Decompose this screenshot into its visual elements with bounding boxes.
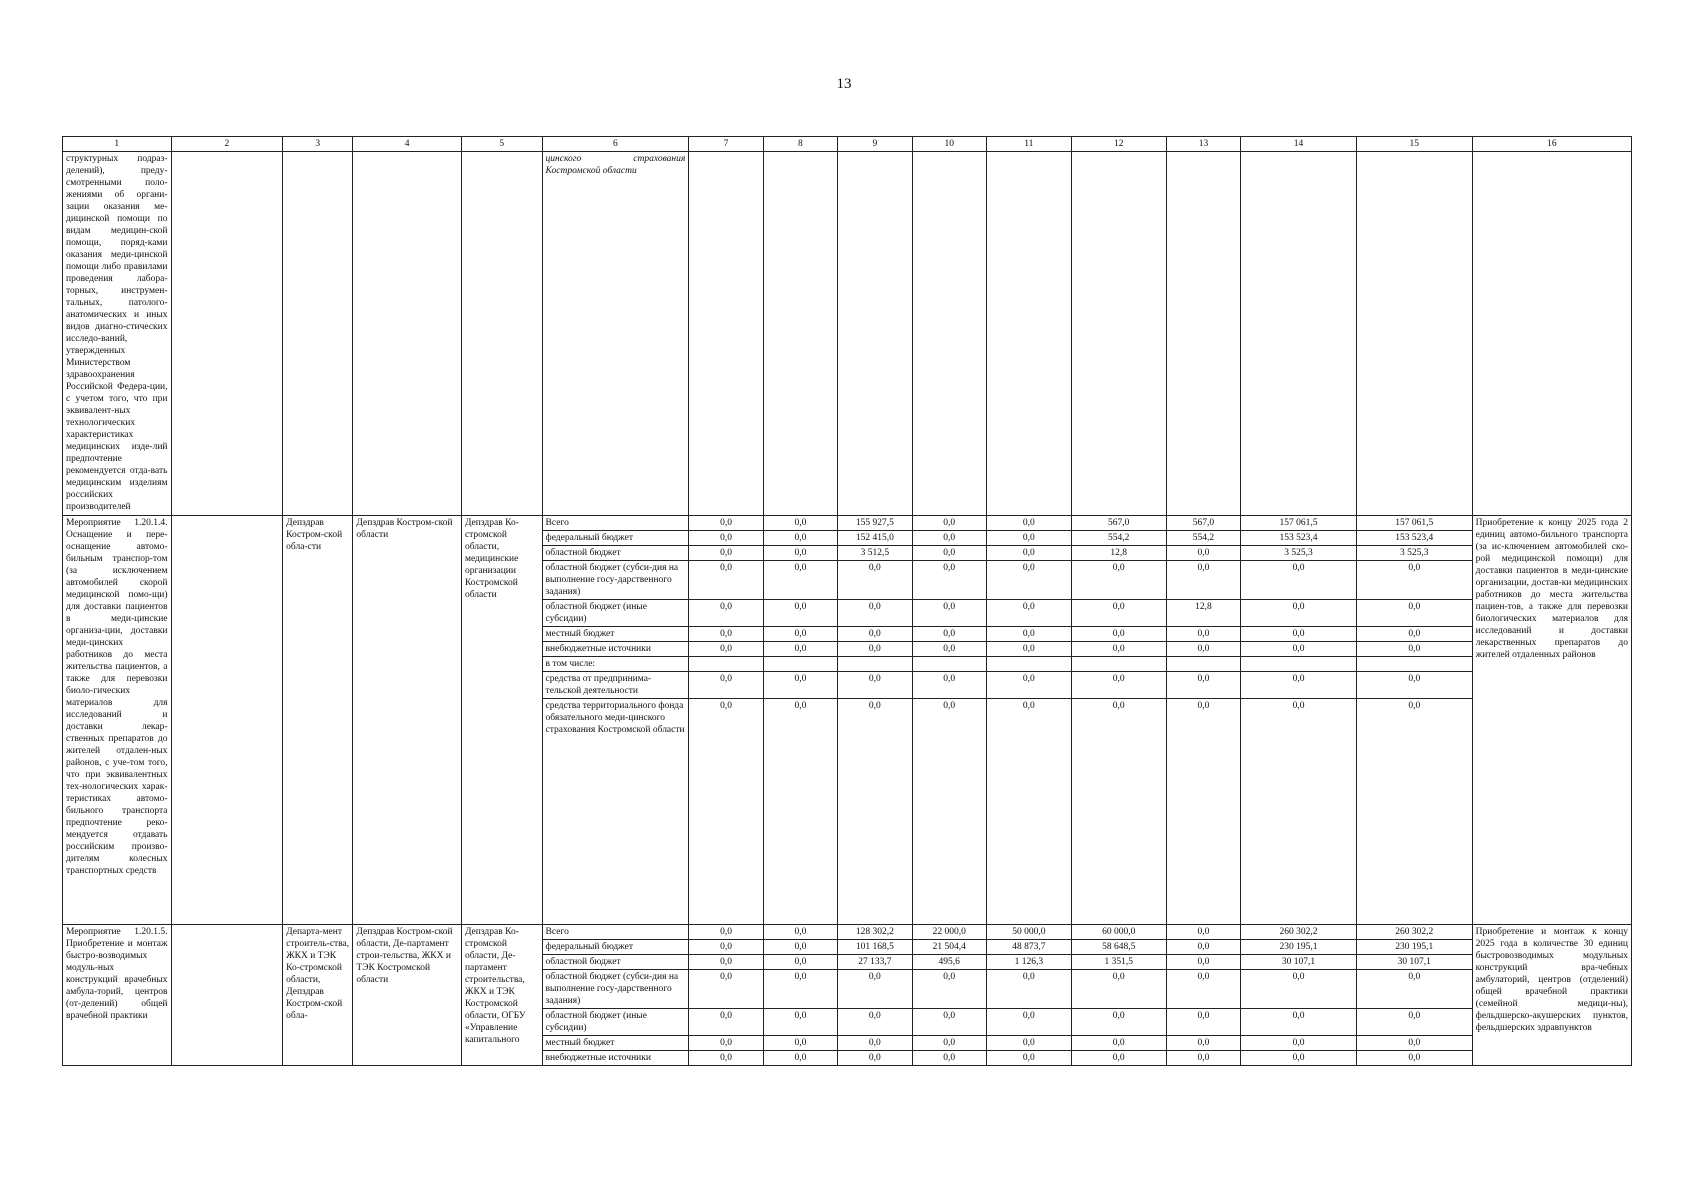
funding-value-col-11: 0,0 (986, 627, 1071, 642)
funding-value-col-8: 0,0 (763, 970, 837, 1009)
funding-value-col-13: 554,2 (1166, 531, 1240, 546)
budget-table-sheet (62, 136, 1632, 1096)
page-number: 13 (836, 76, 852, 92)
funding-value-col-14: 30 107,1 (1241, 955, 1357, 970)
funding-value-col-10: 0,0 (912, 642, 986, 657)
funding-value-col-11: 1 126,3 (986, 955, 1071, 970)
funding-value-col-9: 0,0 (838, 561, 912, 600)
funding-value-col-8: 0,0 (763, 940, 837, 955)
funding-source-label: федеральный бюджет (542, 531, 689, 546)
funding-source-label: областной бюджет (субси-дия на выполнение госу-дарственного задания) (542, 970, 689, 1009)
column-header-15: 15 (1356, 137, 1472, 152)
funding-source-label: Всего (542, 516, 689, 531)
funding-value-col-8: 0,0 (763, 516, 837, 531)
column-header-2: 2 (171, 137, 283, 152)
measure-description: Мероприятие 1.20.1.4. Оснащение и пере-оснащение автомо-бильным транспор-том (за исключением автомобилей скорой медицинской помо-щи) для доставки пациентов в меди-цинские организа-ции, доставки меди-цинских работников до места жительства пациентов, а также для перевозки биоло-гических материалов для исследований и доставки лекар-ственных препаратов до жителей отдален-ных районов, с уче-том того, что при эквивалентных тех-нологических харак-теристиках автомо-бильного транспорта предпочтение реко-мендуется отдавать российским произво-дителям колесных транспортных средств (63, 516, 172, 925)
funding-value-col-13: 0,0 (1166, 546, 1240, 561)
funding-value-col-15: 0,0 (1356, 699, 1472, 925)
funding-value-col-14: 153 523,4 (1241, 531, 1357, 546)
funding-value-col-9: 0,0 (838, 600, 912, 627)
funding-value-col-7: 0,0 (689, 672, 763, 699)
funding-value-col-12: 0,0 (1071, 970, 1166, 1009)
funding-value-col-15: 0,0 (1356, 1036, 1472, 1051)
empty-cell (171, 152, 283, 516)
funding-value-col-13: 567,0 (1166, 516, 1240, 531)
funding-value-col-15: 0,0 (1356, 1051, 1472, 1066)
funding-value-col-13: 0,0 (1166, 1036, 1240, 1051)
funding-value-col-13: 0,0 (1166, 1009, 1240, 1036)
column-header-13: 13 (1166, 137, 1240, 152)
funding-value-col-9: 3 512,5 (838, 546, 912, 561)
funding-value-col-13: 0,0 (1166, 925, 1240, 940)
funding-value-col-13: 0,0 (1166, 561, 1240, 600)
empty-cell (763, 152, 837, 516)
funding-value-col-14: 0,0 (1241, 627, 1357, 642)
funding-value-col-12: 0,0 (1071, 642, 1166, 657)
column-header-6: 6 (542, 137, 689, 152)
funding-value-col-8: 0,0 (763, 955, 837, 970)
column-header-7: 7 (689, 137, 763, 152)
funding-source-label: средства территориального фонда обязательного меди-цинского страхования Костромской области (542, 699, 689, 925)
funding-value-col-12: 0,0 (1071, 600, 1166, 627)
funding-value-col-10: 0,0 (912, 699, 986, 925)
funding-value-col-14: 230 195,1 (1241, 940, 1357, 955)
funding-value-col-14: 0,0 (1241, 970, 1357, 1009)
funding-value-col-12: 12,8 (1071, 546, 1166, 561)
funding-value-col-15: 0,0 (1356, 642, 1472, 657)
funding-value-col-14: 0,0 (1241, 1036, 1357, 1051)
funding-value-col-12: 0,0 (1071, 1051, 1166, 1066)
empty-cell (283, 152, 353, 516)
funding-value-col-8: 0,0 (763, 561, 837, 600)
coexecutor: Депздрав Костром-ской области (353, 516, 462, 925)
funding-source-label: внебюджетные источники (542, 642, 689, 657)
funding-value-col-10: 0,0 (912, 546, 986, 561)
funding-value-col-9: 0,0 (838, 1009, 912, 1036)
funding-value-col-13: 0,0 (1166, 699, 1240, 925)
funding-value-col-11: 0,0 (986, 546, 1071, 561)
funding-value-col-7: 0,0 (689, 970, 763, 1009)
funding-value-col-10: 0,0 (912, 561, 986, 600)
continuation-row (63, 152, 1632, 516)
funding-value-col-12: 567,0 (1071, 516, 1166, 531)
funding-value-col-12: 58 648,5 (1071, 940, 1166, 955)
coexecutor: Депздрав Костром-ской области, Де-партамент строи-тельства, ЖКХ и ТЭК Костромской области (353, 925, 462, 1066)
funding-value-col-11: 0,0 (986, 1036, 1071, 1051)
funding-source-label: областной бюджет (542, 955, 689, 970)
funding-value-col-12: 0,0 (1071, 699, 1166, 925)
empty-cell (1071, 152, 1166, 516)
funding-value-col-10: 0,0 (912, 970, 986, 1009)
funding-value-col-8: 0,0 (763, 627, 837, 642)
empty-cell (1241, 152, 1357, 516)
funding-value-col-14: 0,0 (1241, 672, 1357, 699)
empty-cell (689, 152, 763, 516)
funding-value-col-12: 0,0 (1071, 1036, 1166, 1051)
funding-value-col-10: 0,0 (912, 531, 986, 546)
funding-value-col-9: 0,0 (838, 672, 912, 699)
funding-value-col-8: 0,0 (763, 546, 837, 561)
funding-value-col-14: 0,0 (1241, 642, 1357, 657)
funding-source-label: областной бюджет (иные субсидии) (542, 600, 689, 627)
funding-value-col-7: 0,0 (689, 600, 763, 627)
funding-value-col-9: 27 133,7 (838, 955, 912, 970)
funding-value-col-7: 0,0 (689, 925, 763, 940)
funding-value-col-15: 0,0 (1356, 970, 1472, 1009)
budget-row (63, 925, 1632, 940)
funding-source-label: в том числе: (542, 657, 689, 672)
funding-value-col-13: 0,0 (1166, 1051, 1240, 1066)
measure-1-20-1-5 (63, 925, 1632, 1066)
funding-value-col-8: 0,0 (763, 531, 837, 546)
column-header-12: 12 (1071, 137, 1166, 152)
funding-value-col-8: 0,0 (763, 600, 837, 627)
funding-source-label: Всего (542, 925, 689, 940)
funding-value-col-13: 0,0 (1166, 627, 1240, 642)
column-header-5: 5 (461, 137, 542, 152)
funding-value-col-11: 0,0 (986, 1051, 1071, 1066)
funding-value-col-8 (763, 657, 837, 672)
funding-value-col-10 (912, 657, 986, 672)
funding-value-col-12: 0,0 (1071, 561, 1166, 600)
funding-value-col-9: 128 302,2 (838, 925, 912, 940)
column-header-9: 9 (838, 137, 912, 152)
funding-value-col-12: 0,0 (1071, 1009, 1166, 1036)
responsible-executor: Департа-мент строитель-ства, ЖКХ и ТЭК Ко-стромской области, Депздрав Костром-ской обла- (283, 925, 353, 1066)
funding-value-col-7 (689, 657, 763, 672)
funding-value-col-15: 230 195,1 (1356, 940, 1472, 955)
funding-value-col-9: 152 415,0 (838, 531, 912, 546)
funding-value-col-14: 0,0 (1241, 1009, 1357, 1036)
column-header-1: 1 (63, 137, 172, 152)
funding-value-col-7: 0,0 (689, 940, 763, 955)
funding-value-col-15: 0,0 (1356, 627, 1472, 642)
empty-cell (986, 152, 1071, 516)
funding-value-col-10: 0,0 (912, 1036, 986, 1051)
funding-source-label: средства от предпринима-тельской деятельности (542, 672, 689, 699)
measure-description: Мероприятие 1.20.1.5. Приобретение и монтаж быстро-возводимых модуль-ных конструкций врачебных амбула-торий, центров (от-делений) общей врачебной практики (63, 925, 172, 1066)
column-header-8: 8 (763, 137, 837, 152)
funding-value-col-7: 0,0 (689, 561, 763, 600)
expected-result: Приобретение и монтаж к концу 2025 года в количестве 30 единиц быстровозводимых модульных конструкций вра-чебных амбулаторий, центров (отделений) общей врачебной практики (семейной медици-ны), фельдшерско-акушерских пунктов, фельдшерских здравпунктов (1472, 925, 1631, 1066)
funding-value-col-14: 0,0 (1241, 699, 1357, 925)
funding-value-col-13 (1166, 657, 1240, 672)
funding-value-col-13: 12,8 (1166, 600, 1240, 627)
funding-value-col-14: 157 061,5 (1241, 516, 1357, 531)
funding-value-col-10: 0,0 (912, 1051, 986, 1066)
funding-value-col-8: 0,0 (763, 1009, 837, 1036)
funding-source-label: областной бюджет (542, 546, 689, 561)
funding-value-col-14: 0,0 (1241, 561, 1357, 600)
funding-value-col-15: 0,0 (1356, 561, 1472, 600)
column-header-16: 16 (1472, 137, 1631, 152)
funding-value-col-7: 0,0 (689, 627, 763, 642)
funding-value-col-15: 260 302,2 (1356, 925, 1472, 940)
funding-value-col-13: 0,0 (1166, 672, 1240, 699)
funding-value-col-9: 0,0 (838, 642, 912, 657)
funding-source-label: внебюджетные источники (542, 1051, 689, 1066)
column-header-14: 14 (1241, 137, 1357, 152)
empty-cell (1166, 152, 1240, 516)
funding-source-label: местный бюджет (542, 1036, 689, 1051)
empty-cell (353, 152, 462, 516)
funding-value-col-11: 0,0 (986, 970, 1071, 1009)
funding-value-col-12: 1 351,5 (1071, 955, 1166, 970)
funding-value-col-15: 153 523,4 (1356, 531, 1472, 546)
funding-value-col-11: 0,0 (986, 1009, 1071, 1036)
funding-value-col-9: 0,0 (838, 627, 912, 642)
funding-value-col-11: 0,0 (986, 699, 1071, 925)
funding-value-col-14: 0,0 (1241, 1051, 1357, 1066)
funding-value-col-15: 0,0 (1356, 672, 1472, 699)
funding-source-label: областной бюджет (иные субсидии) (542, 1009, 689, 1036)
funding-value-col-7: 0,0 (689, 642, 763, 657)
responsible-executor: Депздрав Костром-ской обла-сти (283, 516, 353, 925)
funding-value-col-9: 0,0 (838, 970, 912, 1009)
funding-value-col-15: 157 061,5 (1356, 516, 1472, 531)
participants: Депздрав Ко-стромской области, Де-партамент строительства, ЖКХ и ТЭК Костромской области, ОГБУ «Управление капитального (461, 925, 542, 1066)
funding-value-col-14: 3 525,3 (1241, 546, 1357, 561)
column-header-3: 3 (283, 137, 353, 152)
funding-value-col-14: 260 302,2 (1241, 925, 1357, 940)
funding-source-label: местный бюджет (542, 627, 689, 642)
funding-value-col-12 (1071, 657, 1166, 672)
funding-value-col-10: 0,0 (912, 1009, 986, 1036)
funding-value-col-10: 0,0 (912, 600, 986, 627)
funding-value-col-11: 0,0 (986, 516, 1071, 531)
funding-value-col-11: 48 873,7 (986, 940, 1071, 955)
funding-value-col-12: 0,0 (1071, 672, 1166, 699)
funding-value-col-7: 0,0 (689, 955, 763, 970)
empty-cell (1472, 152, 1631, 516)
funding-value-col-14: 0,0 (1241, 600, 1357, 627)
column-header-10: 10 (912, 137, 986, 152)
funding-value-col-13: 0,0 (1166, 642, 1240, 657)
funding-value-col-7: 0,0 (689, 516, 763, 531)
funding-value-col-11: 50 000,0 (986, 925, 1071, 940)
funding-value-col-15: 0,0 (1356, 600, 1472, 627)
column-header-11: 11 (986, 137, 1071, 152)
continuation-source: цинского страхования Костромской области (542, 152, 689, 516)
funding-value-col-9: 0,0 (838, 1051, 912, 1066)
funding-value-col-8: 0,0 (763, 1036, 837, 1051)
empty-cell (171, 516, 283, 925)
funding-value-col-10: 0,0 (912, 672, 986, 699)
funding-value-col-12: 0,0 (1071, 627, 1166, 642)
funding-value-col-8: 0,0 (763, 925, 837, 940)
funding-value-col-11: 0,0 (986, 600, 1071, 627)
funding-value-col-15: 3 525,3 (1356, 546, 1472, 561)
funding-value-col-13: 0,0 (1166, 940, 1240, 955)
funding-value-col-8: 0,0 (763, 642, 837, 657)
funding-value-col-9: 0,0 (838, 699, 912, 925)
funding-value-col-10: 22 000,0 (912, 925, 986, 940)
funding-source-label: федеральный бюджет (542, 940, 689, 955)
funding-value-col-11: 0,0 (986, 672, 1071, 699)
funding-value-col-13: 0,0 (1166, 970, 1240, 1009)
funding-value-col-7: 0,0 (689, 1051, 763, 1066)
funding-value-col-15: 0,0 (1356, 1009, 1472, 1036)
participants: Депздрав Ко-стромской области, медицинские организации Костромской области (461, 516, 542, 925)
funding-value-col-15 (1356, 657, 1472, 672)
funding-value-col-8: 0,0 (763, 699, 837, 925)
funding-value-col-12: 60 000,0 (1071, 925, 1166, 940)
funding-value-col-7: 0,0 (689, 1036, 763, 1051)
funding-value-col-10: 0,0 (912, 516, 986, 531)
funding-value-col-11 (986, 657, 1071, 672)
empty-cell (1356, 152, 1472, 516)
column-header-4: 4 (353, 137, 462, 152)
funding-value-col-8: 0,0 (763, 1051, 837, 1066)
funding-value-col-10: 0,0 (912, 627, 986, 642)
funding-value-col-12: 554,2 (1071, 531, 1166, 546)
funding-value-col-10: 495,6 (912, 955, 986, 970)
funding-value-col-7: 0,0 (689, 531, 763, 546)
funding-value-col-11: 0,0 (986, 642, 1071, 657)
budget-row (63, 516, 1632, 531)
funding-value-col-15: 30 107,1 (1356, 955, 1472, 970)
funding-value-col-9: 155 927,5 (838, 516, 912, 531)
funding-value-col-9 (838, 657, 912, 672)
funding-value-col-7: 0,0 (689, 546, 763, 561)
column-number-row (63, 137, 1632, 152)
funding-value-col-9: 101 168,5 (838, 940, 912, 955)
empty-cell (912, 152, 986, 516)
expected-result: Приобретение к концу 2025 года 2 единиц автомо-бильного транспорта (за ис-ключением автомобилей ско-рой медицинской помощи) для доставки пациентов в меди-цинские организации, достав-ки медицинских работников до места жительства пациен-тов, а также для перевозки биологических материалов для исследований и доставки лекарственных препаратов до жителей отдаленных районов (1472, 516, 1631, 925)
measure-1-20-1-4 (63, 516, 1632, 925)
empty-cell (461, 152, 542, 516)
funding-value-col-11: 0,0 (986, 531, 1071, 546)
funding-source-label: областной бюджет (субси-дия на выполнение госу-дарственного задания) (542, 561, 689, 600)
funding-value-col-9: 0,0 (838, 1036, 912, 1051)
funding-value-col-11: 0,0 (986, 561, 1071, 600)
funding-value-col-8: 0,0 (763, 672, 837, 699)
funding-value-col-14 (1241, 657, 1357, 672)
funding-value-col-13: 0,0 (1166, 955, 1240, 970)
funding-value-col-7: 0,0 (689, 1009, 763, 1036)
empty-cell (838, 152, 912, 516)
budget-table (62, 136, 1632, 1066)
funding-value-col-10: 21 504,4 (912, 940, 986, 955)
funding-value-col-7: 0,0 (689, 699, 763, 925)
continuation-description: структурных подраз-делений), преду-смотренными поло-жениями об органи-зации оказания ме-дицинской помощи по видам медицин-ской помощи, поряд-ками оказания меди-цинской помощи либо правилами проведения лабора-торных, инструмен-тальных, патолого-анатомических и иных видов диагно-стических исследо-ваний, утвержденных Министерством здравоохранения Российской Федера-ции, с учетом того, что при эквивалент-ных технологических характеристиках медицинских изде-лий предпочтение рекомендуется отда-вать медицинским изделиям российских производителей (63, 152, 172, 516)
empty-cell (171, 925, 283, 1066)
